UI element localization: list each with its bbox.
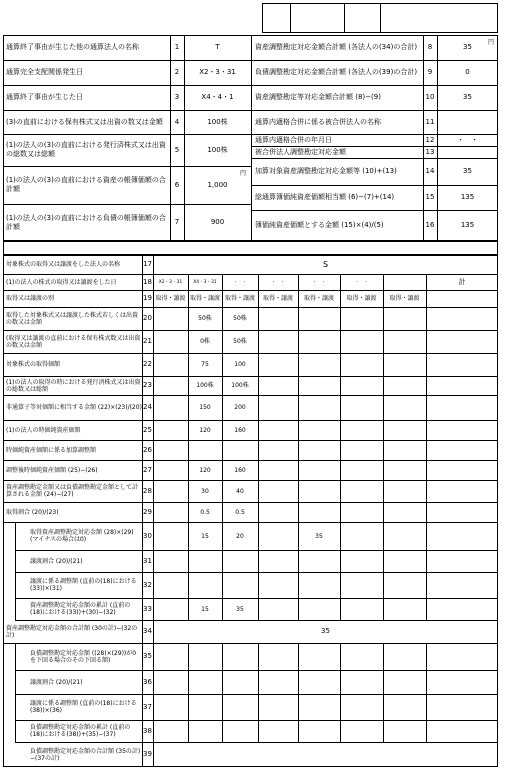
col-divider xyxy=(298,720,299,742)
col-divider xyxy=(340,376,341,395)
col-divider xyxy=(340,502,341,522)
col-divider xyxy=(426,694,427,720)
acq-or-transfer-option: 取得・譲渡 xyxy=(262,295,293,302)
calc-row-label: 非通算子等対価額に相当する金額 (22)×(23)/(20) xyxy=(6,404,142,411)
left-row-label: 通算終了事由が生じた日 xyxy=(6,93,83,101)
right-row-no: 13 xyxy=(425,147,435,156)
acq-date: ・ ・ xyxy=(354,279,369,285)
col-divider xyxy=(222,670,223,694)
calc-row-no: 34 xyxy=(143,627,152,635)
col-divider xyxy=(258,460,259,480)
col-divider xyxy=(222,643,223,670)
col-divider xyxy=(222,720,223,742)
left-row-label: 通算完全支配関係発生日 xyxy=(6,68,83,76)
left-row-no: 4 xyxy=(174,117,180,126)
col-divider xyxy=(426,670,427,694)
calc-row-no: 21 xyxy=(143,337,152,345)
calc-row-no: 31 xyxy=(143,556,152,565)
acq-or-transfer-option: 取得・譲渡 xyxy=(346,295,377,302)
acq-or-transfer-option: 取得・譲渡 xyxy=(189,295,220,302)
calc-value-col2: 100株 xyxy=(231,382,249,389)
calc-value-col2: 20 xyxy=(236,532,244,540)
right-row-value: 0 xyxy=(465,68,470,76)
col-divider xyxy=(340,480,341,502)
col-divider xyxy=(153,255,154,767)
calc-row-label: (1)の法人の株式の取得又は譲渡をした日 xyxy=(6,278,117,286)
col-divider xyxy=(340,522,341,550)
col-divider xyxy=(340,330,341,353)
calc-row-label: 資産調整勘定対応金額の累計 (直前の(18)における(33))+(30)−(32) xyxy=(30,602,131,616)
col-divider xyxy=(426,572,427,598)
col-divider xyxy=(258,480,259,502)
col-divider xyxy=(298,502,299,522)
left-row-no: 1 xyxy=(174,43,180,51)
col-divider xyxy=(383,440,384,460)
col-divider xyxy=(298,353,299,376)
col-divider xyxy=(258,550,259,572)
col-divider xyxy=(298,376,299,395)
calc-row-label: 取得した対象株式又は譲渡した株式若しくは出資の数又は金額 xyxy=(6,311,139,326)
left-row-no: 2 xyxy=(174,68,180,76)
col-divider xyxy=(298,550,299,572)
acq-or-transfer-option: 取得・譲渡 xyxy=(224,295,255,302)
right-row-value: ・ ・ xyxy=(457,135,478,144)
acq-date: ・ ・ xyxy=(312,279,326,285)
calc-row-label: 負債調整勘定対応金額の合計額 (35の計)−(37の計) xyxy=(30,747,141,762)
col-divider xyxy=(383,274,384,290)
left-row-value: 100株 xyxy=(207,117,228,126)
calc-row-no: 25 xyxy=(143,425,152,434)
col-divider xyxy=(258,307,259,330)
calc-value-col2 xyxy=(222,440,258,460)
yen-unit: 円 xyxy=(240,170,247,177)
col-divider xyxy=(383,395,384,420)
calc-row-no: 17 xyxy=(143,260,152,268)
calc-value-col2: 50株 xyxy=(233,315,247,322)
right-row-label: 資産調整勘定対応金額合計額 (各法人の(34)の合計) xyxy=(255,43,418,51)
col-divider xyxy=(437,35,438,241)
col-divider xyxy=(188,670,189,694)
col-divider xyxy=(383,307,384,330)
col-divider xyxy=(383,598,384,620)
col-divider xyxy=(298,572,299,598)
col-divider xyxy=(340,643,341,670)
calc-row-label: 取得又は譲渡の別 xyxy=(6,295,55,302)
calc-row-label: 対象株式の取得又は譲渡をした法人の名称 xyxy=(6,261,121,268)
calc-row-label: (1)の法人の時価純資産価額 xyxy=(6,426,81,434)
col-divider xyxy=(184,35,185,241)
calc-value-col2: 40 xyxy=(236,487,244,495)
acq-or-transfer-option: 取得・譲渡 xyxy=(155,295,186,302)
col-divider xyxy=(340,307,341,330)
left-row-label: (3)の直前における保有株式又は出資の数又は金額 xyxy=(6,117,163,126)
calc-row-label: 負債調整勘定対応金額の累計 (直前の(18)における(38))+(35)−(37) xyxy=(30,724,131,738)
calc-value-col1: 15 xyxy=(201,532,209,540)
col-divider xyxy=(298,670,299,694)
col-divider xyxy=(426,522,427,550)
left-row-value: 1,000 xyxy=(207,180,228,189)
calc-total xyxy=(153,742,498,767)
calc-value-col1: 50株 xyxy=(198,315,212,322)
right-row-value: 135 xyxy=(460,221,475,229)
col-divider xyxy=(383,643,384,670)
col-divider xyxy=(426,460,427,480)
calc-kei: 35 xyxy=(315,532,323,540)
calc-row-label: 資産調整勘定対応金額の合計額 (30の計)−(32の計) xyxy=(6,624,138,639)
col-divider xyxy=(383,480,384,502)
acq-date: ・ ・ xyxy=(271,279,285,285)
kei-label: 計 xyxy=(458,277,466,286)
col-divider xyxy=(426,307,427,330)
col-divider xyxy=(298,480,299,502)
col-divider xyxy=(340,420,341,440)
calc-row-no: 35 xyxy=(143,652,152,660)
col-divider xyxy=(426,290,427,307)
calc-corp-name: S xyxy=(322,259,329,269)
calc-row-label: 時価純資産価額に係る加算調整額 xyxy=(6,446,97,454)
right-row-no: 16 xyxy=(425,221,435,229)
calc-total: 35 xyxy=(321,627,330,635)
calc-row-label: 取得資産調整勘定対応金額 (28)×(29) (マイナスの場合は0) xyxy=(30,529,134,543)
calc-row-label: 取得割合 (20)/(23) xyxy=(6,508,59,516)
right-row-label: 負債調整勘定対応金額合計額 (各法人の(39)の合計) xyxy=(255,68,418,76)
acq-date: X2・3・31 xyxy=(158,279,183,285)
right-row-label: 通算内適格合併の年月日 xyxy=(255,135,332,144)
col-divider xyxy=(258,330,259,353)
col-divider xyxy=(258,572,259,598)
right-row-value: 135 xyxy=(460,193,475,201)
calc-value-col1: 30 xyxy=(201,487,209,495)
col-divider xyxy=(426,420,427,440)
col-divider xyxy=(340,550,341,572)
acq-date: ・ ・ xyxy=(233,279,247,285)
col-divider xyxy=(15,643,16,742)
calc-row-no: 19 xyxy=(143,294,152,302)
col-divider xyxy=(426,480,427,502)
right-row-label: 被合併法人調整勘定対応金額 xyxy=(255,147,346,156)
right-row-value: 35 xyxy=(463,167,472,175)
left-row-label: (1)の法人の(3)の直前における発行済株式又は出資の総数又は総額 xyxy=(6,141,166,158)
calc-value-col1 xyxy=(188,550,222,572)
calc-row-no: 26 xyxy=(143,445,152,454)
col-divider xyxy=(340,694,341,720)
col-divider xyxy=(258,376,259,395)
calc-row-no: 23 xyxy=(143,381,152,389)
col-divider xyxy=(383,720,384,742)
col-divider xyxy=(298,460,299,480)
col-divider xyxy=(426,395,427,420)
calc-row-no: 22 xyxy=(143,360,152,368)
left-row-label: (1)の法人の(3)の直前における負債の帳簿価額の合計額 xyxy=(6,213,166,231)
col-divider xyxy=(258,420,259,440)
col-divider xyxy=(383,550,384,572)
col-divider xyxy=(298,420,299,440)
right-row-no: 10 xyxy=(425,93,435,101)
left-row-no: 7 xyxy=(174,218,180,226)
col-divider xyxy=(383,572,384,598)
right-row-label: 加算対象資産調整勘定対応金額等 (10)+(13) xyxy=(255,167,397,175)
col-divider xyxy=(340,670,341,694)
right-row-label: 通算内適格合併に係る被合併法人の名称 xyxy=(255,117,381,126)
left-row-value: X2・3・31 xyxy=(199,68,236,76)
col-divider xyxy=(423,35,424,241)
calc-row-no: 37 xyxy=(143,702,152,711)
calc-row-no: 39 xyxy=(143,750,152,758)
col-divider xyxy=(426,440,427,460)
col-divider xyxy=(258,720,259,742)
col-divider xyxy=(340,572,341,598)
col-divider xyxy=(426,643,427,670)
calc-row-no: 20 xyxy=(143,314,152,322)
acq-or-transfer-option: 取得・譲渡 xyxy=(389,295,420,302)
calc-value-col1: 150 xyxy=(199,404,211,411)
col-divider xyxy=(383,694,384,720)
col-divider xyxy=(426,353,427,376)
col-divider xyxy=(258,598,259,620)
yen-unit: 円 xyxy=(488,39,495,46)
calc-row-label: 譲渡割合 (20)/(21) xyxy=(30,557,83,565)
col-divider xyxy=(383,502,384,522)
calc-row-label: 譲渡に係る調整額 (直前の(18)における(33))×(31) xyxy=(30,578,137,592)
right-row-value: 35 xyxy=(463,43,472,51)
left-row-no: 5 xyxy=(174,145,180,154)
left-row-value: X4・4・1 xyxy=(201,93,234,101)
calc-row-no: 38 xyxy=(143,726,152,735)
col-divider xyxy=(298,330,299,353)
col-divider xyxy=(383,330,384,353)
calc-row-label: (1)の法人の取得の時における発行済株式又は出資の総数又は総額 xyxy=(6,378,141,393)
left-row-value: 100株 xyxy=(207,145,228,154)
right-row-value xyxy=(437,110,498,134)
col-divider xyxy=(258,502,259,522)
calc-value-col2: 35 xyxy=(236,605,244,613)
calc-row-no: 27 xyxy=(143,465,152,474)
col-divider xyxy=(340,353,341,376)
calc-value-col2: 160 xyxy=(234,466,246,474)
calc-value-col1: 120 xyxy=(199,426,211,434)
col-divider xyxy=(15,522,16,620)
calc-row-label: (取得又は譲渡の直前における保有株式数又は出資の数又は金額 xyxy=(6,334,141,349)
col-divider xyxy=(340,440,341,460)
right-row-value: 35 xyxy=(463,93,472,101)
col-divider xyxy=(383,522,384,550)
col-divider xyxy=(298,598,299,620)
right-row-no: 9 xyxy=(427,68,433,76)
col-divider xyxy=(426,330,427,353)
calc-row-no: 36 xyxy=(143,677,152,686)
calc-row-no: 30 xyxy=(143,531,152,540)
left-row-label: 通算終了事由が生じた他の通算法人の名称 xyxy=(6,43,139,51)
left-row-value: 900 xyxy=(210,218,225,226)
col-divider xyxy=(340,598,341,620)
col-divider xyxy=(188,643,189,670)
col-divider xyxy=(258,643,259,670)
calc-value-col2: 160 xyxy=(234,426,246,434)
calc-value-col2: 100 xyxy=(234,361,246,368)
col-divider xyxy=(298,643,299,670)
left-row-no: 3 xyxy=(174,93,180,101)
col-divider xyxy=(426,502,427,522)
col-divider xyxy=(188,720,189,742)
calc-value-col1 xyxy=(188,572,222,598)
col-divider xyxy=(258,670,259,694)
calc-row-label: 資産調整勘定金額又は負債調整勘定金額として計算される金額 (24)−(27) xyxy=(6,484,139,498)
col-divider xyxy=(258,353,259,376)
right-row-label: 簿価純資産価額とする金額 (15)×(4)/(5) xyxy=(255,221,384,229)
right-row-value xyxy=(437,146,498,158)
calc-value-col1 xyxy=(188,440,222,460)
left-row-label: (1)の法人の(3)の直前における資産の帳簿価額の合計額 xyxy=(6,176,166,193)
col-divider xyxy=(222,694,223,720)
col-divider xyxy=(383,670,384,694)
right-row-label: 資産調整勘定等対応金額合計額 (8)−(9) xyxy=(255,93,381,101)
calc-row-no: 33 xyxy=(143,604,152,613)
calc-value-col2 xyxy=(222,572,258,598)
col-divider xyxy=(426,550,427,572)
calc-value-col2: 0.5 xyxy=(235,508,245,516)
col-divider xyxy=(188,694,189,720)
calc-value-col1: 0株 xyxy=(200,338,210,345)
col-divider xyxy=(426,720,427,742)
col-divider xyxy=(258,395,259,420)
right-row-no: 11 xyxy=(425,117,435,126)
col-divider xyxy=(383,376,384,395)
right-row-no: 15 xyxy=(425,193,435,201)
col-divider xyxy=(142,255,143,767)
col-divider xyxy=(426,598,427,620)
calc-row-no: 29 xyxy=(143,507,152,516)
col-divider xyxy=(383,460,384,480)
col-divider xyxy=(298,440,299,460)
calc-row-no: 24 xyxy=(143,403,152,411)
calc-row-no: 18 xyxy=(143,277,152,286)
col-divider xyxy=(258,694,259,720)
calc-value-col1: 0.5 xyxy=(200,508,210,516)
left-row-value: T xyxy=(215,43,220,51)
calc-row-label: 対象株式の取得価額 xyxy=(6,361,61,368)
col-divider xyxy=(426,376,427,395)
right-row-label: 総通算簿価純資産価額相当額 (6)−(7)+(14) xyxy=(255,193,395,201)
calc-value-col2 xyxy=(222,550,258,572)
col-divider xyxy=(170,35,171,241)
acq-or-transfer-option: 取得・譲渡 xyxy=(303,295,334,302)
calc-value-col2: 50株 xyxy=(233,338,247,345)
calc-row-label: 負債調整勘定対応金額 ((28)×(29))が0を下回る場合のその下回る額) xyxy=(30,649,137,664)
col-divider xyxy=(383,420,384,440)
right-row-no: 14 xyxy=(425,167,435,175)
right-row-no: 8 xyxy=(427,43,433,51)
section-title xyxy=(3,241,498,255)
calc-value-col2: 200 xyxy=(234,404,246,411)
col-divider xyxy=(298,395,299,420)
col-divider xyxy=(258,522,259,550)
left-row-no: 6 xyxy=(174,180,180,189)
col-divider xyxy=(340,395,341,420)
calc-row-label: 譲渡割合 (20)/(21) xyxy=(30,678,83,686)
col-divider xyxy=(340,460,341,480)
col-divider xyxy=(298,307,299,330)
calc-row-no: 32 xyxy=(143,580,152,589)
col-divider xyxy=(383,353,384,376)
calc-value-col1: 100株 xyxy=(196,382,214,389)
right-row-no: 12 xyxy=(425,135,435,144)
acq-date: X4・3・31 xyxy=(193,279,217,285)
col-divider xyxy=(258,440,259,460)
calc-row-label: 調整後時価純資産価額 (25)−(26) xyxy=(6,466,98,474)
calc-row-no: 28 xyxy=(143,486,152,495)
col-divider xyxy=(340,720,341,742)
calc-value-col1: 15 xyxy=(201,605,209,613)
col-divider xyxy=(298,694,299,720)
calc-value-col1: 75 xyxy=(201,361,209,368)
calc-row-label: 譲渡に係る調整額 (直前の(18)における(38))×(36) xyxy=(30,700,137,714)
calc-value-col1: 120 xyxy=(199,466,211,474)
